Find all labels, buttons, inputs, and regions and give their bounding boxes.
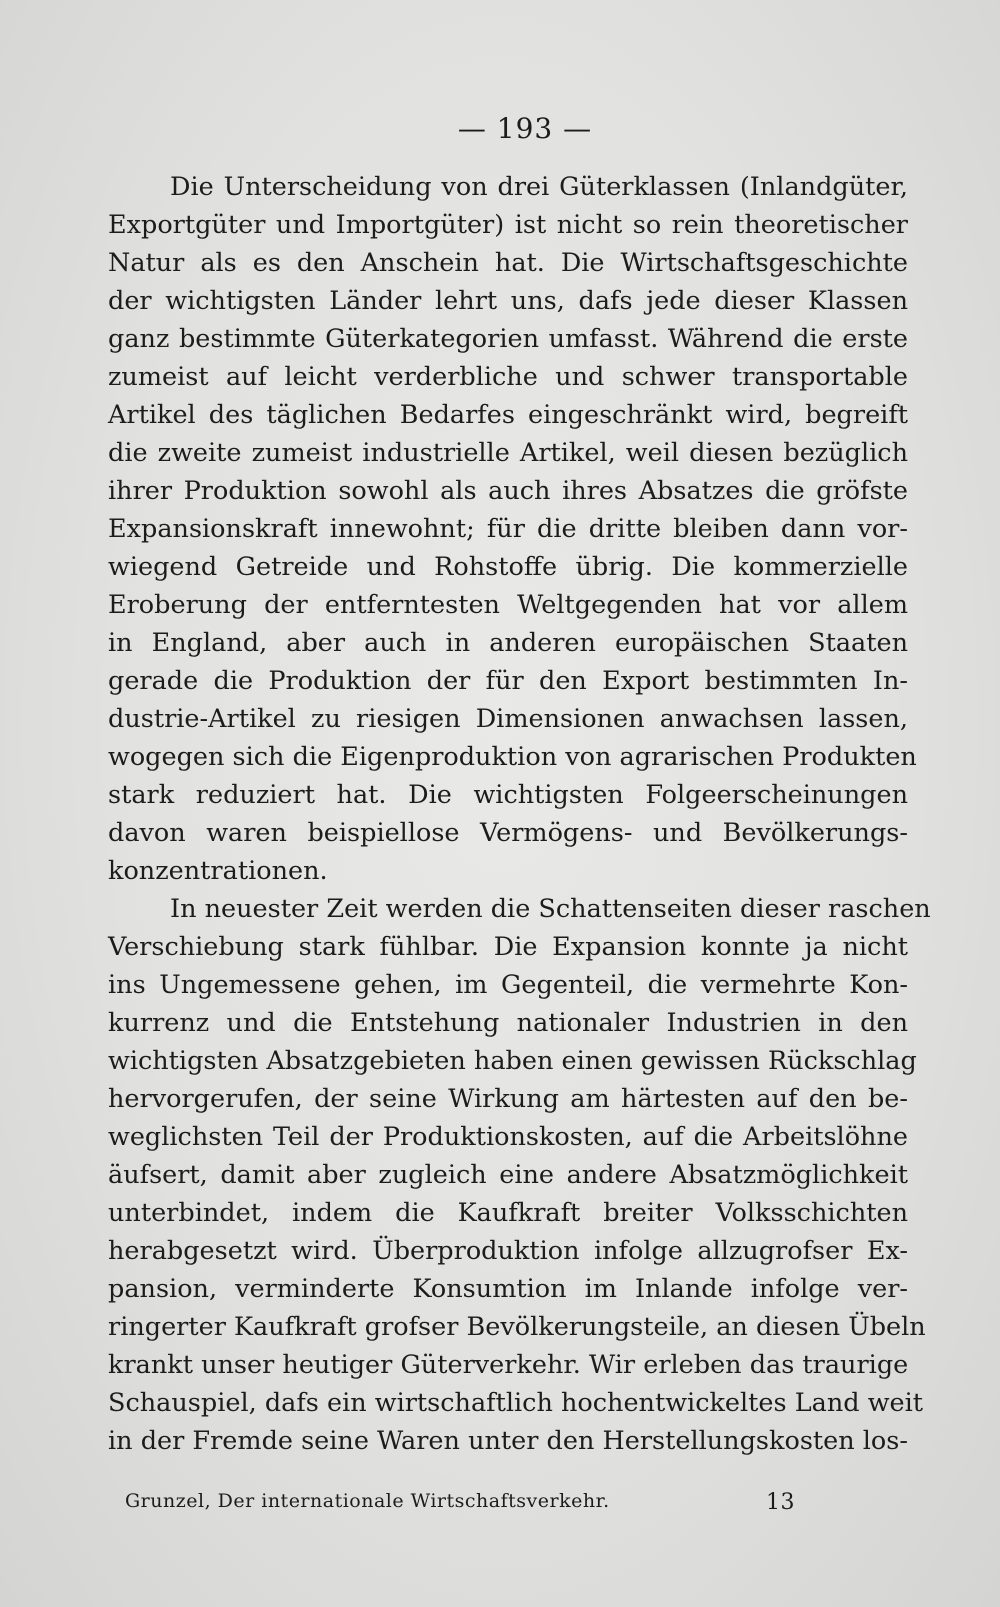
text-line: zumeist auf leicht verderbliche und schwer transportable [108, 362, 908, 392]
text-line: wogegen sich die Eigenproduktion von agrarischen Produkten [108, 742, 917, 772]
text-line: konzentrationen. [108, 856, 328, 886]
text-line: pansion, verminderte Konsumtion im Inlande infolge ver- [108, 1274, 908, 1304]
text-line: wichtigsten Absatzgebieten haben einen gewissen Rückschlag [108, 1046, 917, 1076]
text-line: in England, aber auch in anderen europäischen Staaten [108, 628, 908, 658]
text-line: die zweite zumeist industrielle Artikel, weil diesen bezüglich [108, 438, 908, 468]
text-line: dustrie-Artikel zu riesigen Dimensionen anwachsen lassen, [108, 704, 908, 734]
text-line: Expansionskraft innewohnt; für die dritte bleiben dann vor- [108, 514, 908, 544]
text-line: unterbindet, indem die Kaufkraft breiter Volksschichten [108, 1198, 908, 1228]
text-line: Die Unterscheidung von drei Güterklassen (Inlandgüter, [170, 172, 908, 202]
text-line: gerade die Produktion der für den Export bestimmten In- [108, 666, 908, 696]
text-line: der wichtigsten Länder lehrt uns, dafs jede dieser Klassen [108, 286, 908, 316]
text-line: weglichsten Teil der Produktionskosten, auf die Arbeitslöhne [108, 1122, 908, 1152]
text-line: kurrenz und die Entstehung nationaler Industrien in den [108, 1008, 908, 1038]
text-line: krankt unser heutiger Güterverkehr. Wir erleben das traurige [108, 1350, 909, 1380]
text-line: äufsert, damit aber zugleich eine andere Absatzmöglichkeit [108, 1160, 908, 1190]
text-line: ringerter Kaufkraft grofser Bevölkerungsteile, an diesen Übeln [108, 1312, 926, 1342]
text-line: ihrer Produktion sowohl als auch ihres Absatzes die gröfste [108, 476, 908, 506]
text-line: ganz bestimmte Güterkategorien umfasst. Während die erste [108, 324, 908, 354]
text-line: hervorgerufen, der seine Wirkung am härtesten auf den be- [108, 1084, 908, 1114]
footer-title: Grunzel, Der internationale Wirtschaftsverkehr. [125, 1490, 610, 1512]
footer-signature: 13 [766, 1490, 795, 1515]
text-line: Eroberung der entferntesten Weltgegenden hat vor allem [108, 590, 908, 620]
text-line: wiegend Getreide und Rohstoffe übrig. Die kommerzielle [108, 552, 908, 582]
text-line: Verschiebung stark fühlbar. Die Expansion konnte ja nicht [108, 932, 908, 962]
page-number: — 193 — [457, 112, 593, 145]
text-line: Schauspiel, dafs ein wirtschaftlich hochentwickeltes Land weit [108, 1388, 924, 1418]
text-line: Natur als es den Anschein hat. Die Wirtschaftsgeschichte [108, 248, 908, 278]
text-line: Exportgüter und Importgüter) ist nicht so rein theoretischer [108, 210, 908, 240]
text-line: in der Fremde seine Waren unter den Herstellungskosten los- [108, 1426, 908, 1456]
text-line: Artikel des täglichen Bedarfes eingeschränkt wird, begreift [108, 400, 908, 430]
text-line: ins Ungemessene gehen, im Gegenteil, die vermehrte Kon- [108, 970, 908, 1000]
text-line: davon waren beispiellose Vermögens- und Bevölkerungs- [108, 818, 908, 848]
text-line: herabgesetzt wird. Überproduktion infolge allzugrofser Ex- [108, 1236, 908, 1266]
text-line: In neuester Zeit werden die Schattenseiten dieser raschen [170, 894, 931, 924]
text-line: stark reduziert hat. Die wichtigsten Folgeerscheinungen [108, 780, 908, 810]
